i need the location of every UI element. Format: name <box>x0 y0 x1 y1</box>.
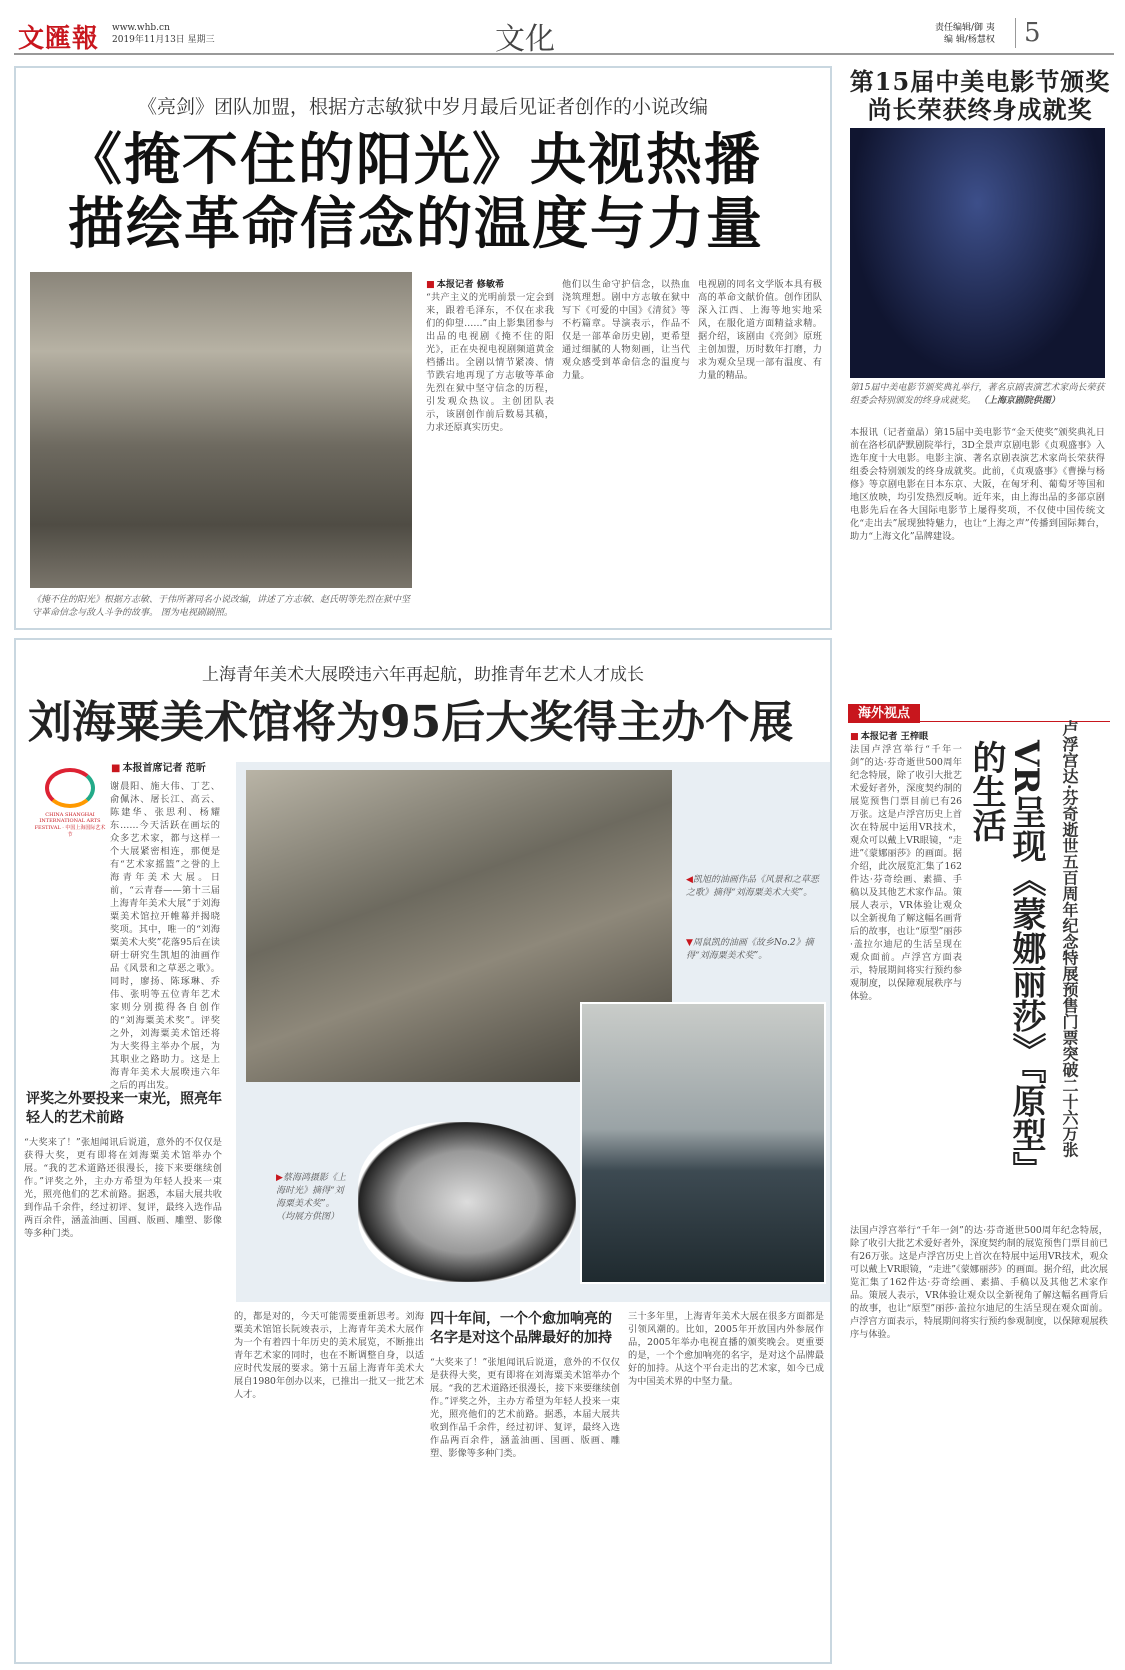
arts-festival-logo: CHINA SHANGHAI INTERNATIONAL ARTS FESTIVAL · 中国上海国际艺术节 <box>34 764 106 842</box>
overseas-byline: ■ 本报记者 王梓眼 <box>850 731 928 742</box>
story-2-kicker: 上海青年美术大展暌违六年再起航，助推青年艺术人才成长 <box>202 665 644 685</box>
story-2-left-column: 谢晨阳、施大伟、丁艺、俞佩沐、屠长江、高云、陈建华、张思利、杨耀东……今天活跃在画坛的众多艺术家，都与这样一个大展紧密相连，那便是有“艺术家摇篮”之誉的上海青年美术大展。日前，“云青春——第十三届上海青年美术大展”于刘海粟美术馆拉开帷幕并揭晓奖项。其中，唯一的“刘海粟美术大奖”花落95后在读研士研究生凯旭的油画作品《风景和之草恶之歌》。同时，廖扬、陈琢琳、乔伟、张明等五位青年艺术家则分别揽得各自创作的“刘海粟美术奖”。评奖之外，刘海粟美术馆还将为大奖得主举办个展，为其职业之路助力。这是上海青年美术大展暌违六年之后的再出发。 <box>110 781 220 1091</box>
story-2-column-3: 三十多年里，上海青年美术大展在很多方面都是引领风潮的。比如，2005年开放国内外参展作品，2005年举办电视直播的颁奖晚会。更重要的是，一个个愈加响亮的名字，是对这个品牌最好的加持。从这个平台走出的艺术家，如今已成为中国美术界的中坚力量。 <box>628 1311 824 1387</box>
overseas-body: ■ 本报记者 王梓眼 法国卢浮宫举行“千年一剑”的达·芬奇逝世500周年纪念特展，除了收引大批艺术爱好者外，深度契约制的展览预售门票目前已有26万张。这是卢浮宫历史上首次在特展中运用VR技术，观众可以戴上VR眼镜，“走进”《蒙娜丽莎》的画面。据介绍，此次展览汇集了162件达·芬奇绘画、素描、手稿以及其他艺术家作品。策展人表示，VR体验让观众以全新视角了解这幅名画背后的故事，也让“原型”丽莎·盖拉尔迪尼的生活呈现在观众面前。卢浮宫方面表示，特展期间将实行预约参观制度，以保障观展秩序与体验。 <box>850 730 962 1208</box>
section-title: 文化 <box>495 22 555 57</box>
award-body: 本报讯（记者童晶）第15届中美电影节“金天使奖”颁奖典礼日前在洛杉矶萨默剧院举行，3D全景声京剧电影《贞观盛事》入选年度十大电影。电影主演、著名京剧表演艺术家尚长荣获得组委会特别颁发的终身成就奖。此前，《贞观盛事》《曹操与杨修》等京剧电影在日本东京、大阪，在匈牙利、葡萄牙等国和地区放映，均引发热烈反响。近年来，由上海出品的多部京剧电影先后在各大国际电影节上屡得奖项，不仅使中国传统文化“走出去”展现独特魅力，也让“上海之声”传播到国际舞台，助力“上海文化”品牌建设。 <box>850 427 1105 542</box>
award-ceremony-photo <box>850 128 1105 378</box>
masthead-info <box>112 22 215 46</box>
story-1-column-3: 电视剧的同名文学版本具有极高的革命文献价值。创作团队深入江西、上海等地实地采风，在服化道方面精益求精。据介绍，该剧由《亮剑》原班主创加盟，历时数年打磨，力求为观众呈现一部有温度、有力量的精品。 <box>698 279 822 381</box>
overseas-headline: VR呈现《蒙娜丽莎》『原型』的生活 <box>966 740 1046 1186</box>
page-number: 5 <box>1015 18 1041 48</box>
story-2-subhead-1: 评奖之外要投来一束光，照亮年轻人的艺术前路 <box>26 1091 222 1126</box>
caption-photo: ▶蔡海鸿摄影《上海时光》摘得“刘海粟美术奖”。 （均展方供图） <box>276 1173 346 1222</box>
image-panel <box>236 762 830 1302</box>
site-url: www.whb.cn <box>112 23 170 33</box>
story-1-column-1: ■ 本报记者 修敏希 “共产主义的光明前景一定会到来，跟着毛泽东，不仅在求我们的仰望……”由上影集团参与出品的电视剧《掩不住的阳光》，正在央视电视剧频道黄金档播出。全剧以情节紧凑、情节跌宕地再现了方志敏等革命先烈在狱中坚守信念的历程，引发观众热议。主创团队表示，该剧创作前后数易其稿，力求还原真实历史。 <box>426 278 554 618</box>
issue-date: 2019年11月13日 星期三 <box>112 35 215 45</box>
award-headline: 第15届中美电影节颁奖 尚长荣获终身成就奖 <box>849 67 1111 124</box>
story-1-kicker: 《亮剑》团队加盟，根据方志敏狱中岁月最后见证者创作的小说改编 <box>137 96 708 118</box>
newspaper-logo: 文匯報 <box>18 24 100 54</box>
caption-painting-2: ▼周鼠凯的油画《故乡No.2》摘得“刘海粟美术奖”。 <box>686 938 814 961</box>
story-2-subhead-2: 四十年间，一个个愈加响亮的名字是对这个品牌最好的加持 <box>430 1311 612 1346</box>
mirror-photograph <box>358 1122 576 1282</box>
landscape-painting <box>580 1002 826 1284</box>
overseas-tag: 海外视点 <box>848 704 920 723</box>
story-2 <box>14 638 832 1664</box>
overseas-body-continued: 法国卢浮宫举行“千年一剑”的达·芬奇逝世500周年纪念特展，除了收引大批艺术爱好者外，深度契约制的展览预售门票目前已有26万张。这是卢浮宫历史上首次在特展中运用VR技术，观众可以戴上VR眼镜，“走进”《蒙娜丽莎》的画面。据介绍，此次展览汇集了162件达·芬奇绘画、素描、手稿以及其他艺术家作品。策展人表示，VR体验让观众以全新视角了解这幅名画背后的故事，也让“原型”丽莎·盖拉尔迪尼的生活呈现在观众面前。卢浮宫方面表示，特展期间将实行预约参观制度，以保障观展秩序与体验。 <box>850 1225 1108 1340</box>
masthead-rule <box>14 53 1114 55</box>
story-2-column-2: “大奖来了！”张旭闻讯后说道，意外的不仅仅是获得大奖，更有即将在刘海粟美术馆举办个展。“我的艺术道路还很漫长，接下来要继续创作。”评奖之外，主办方希望为年轻人投来一束光，照亮他们的艺术前路。据悉，本届大展共收到作品千余件，经过初评、复评，最终入选作品两百余件，涵盖油画、国画、版画、雕塑、影像等多种门类。 <box>430 1357 620 1459</box>
story-1-caption: 《掩不住的阳光》根据方志敏、于伟所著同名小说改编，讲述了方志敏、赵氏明等先烈在狱中坚守革命信念与敌人斗争的故事。 图为电视剧剧照。 <box>32 595 411 618</box>
award-caption: 第15届中美电影节颁奖典礼举行，著名京剧表演艺术家尚长荣获组委会特别颁发的终身成就奖。 （上海京剧院供图） <box>850 383 1105 406</box>
story-1 <box>14 66 832 630</box>
overseas-tag-bar <box>848 702 1110 722</box>
tv-drama-still-photo <box>30 272 412 588</box>
caption-painting-1: ◀凯旭的油画作品《风景和之草恶之歌》摘得“刘海粟美术大奖”。 <box>686 875 819 898</box>
story-1-headline-1: 《掩不住的阳光》央视热播 <box>66 128 762 193</box>
story-2-left-column-2: “大奖来了！”张旭闻讯后说道，意外的不仅仅是获得大奖，更有即将在刘海粟美术馆举办个展。“我的艺术道路还很漫长，接下来要继续创作。”评奖之外，主办方希望为年轻人投来一束光，照亮他们的艺术前路。据悉，本届大展共收到作品千余件，经过初评、复评，最终入选作品两百余件，涵盖油画、国画、版画、雕塑、影像等多种门类。 <box>24 1137 222 1239</box>
story-1-byline: ■ 本报记者 修敏希 <box>426 279 504 290</box>
story-1-headline-2: 描绘革命信念的温度与力量 <box>68 192 764 257</box>
story-2-headline: 刘海粟美术馆将为95后大奖得主办个展 <box>28 697 794 748</box>
overseas-subtitle: 卢浮宫达·芬奇逝世五百周年纪念特展预售门票突破二十六万张 <box>1060 720 1079 1158</box>
story-2-column-1: 的，都是对的，今天可能需要重新思考。刘海粟美术馆馆长阮竣表示，上海青年美术大展作为一个有着四十年历史的美术展览，不断推出青年艺术家的同时，也在不断调整自身，以适应时代发展的要求。第十五届上海青年美术大展自1980年创办以来，已推出一批又一批艺术人才。 <box>234 1311 424 1400</box>
editors: 责任编辑/御 夷 编 辑/杨慧权 <box>935 23 995 45</box>
story-1-column-2: 他们以生命守护信念，以热血浇筑理想。剧中方志敏在狱中写下《可爱的中国》《清贫》等不朽篇章。导演表示，作品不仅是一部革命历史剧，更希望通过细腻的人物刻画，让当代观众感受到革命信念的温度与力量。 <box>562 279 690 381</box>
story-2-byline: ■ 本报首席记者 范昕 <box>111 762 206 775</box>
